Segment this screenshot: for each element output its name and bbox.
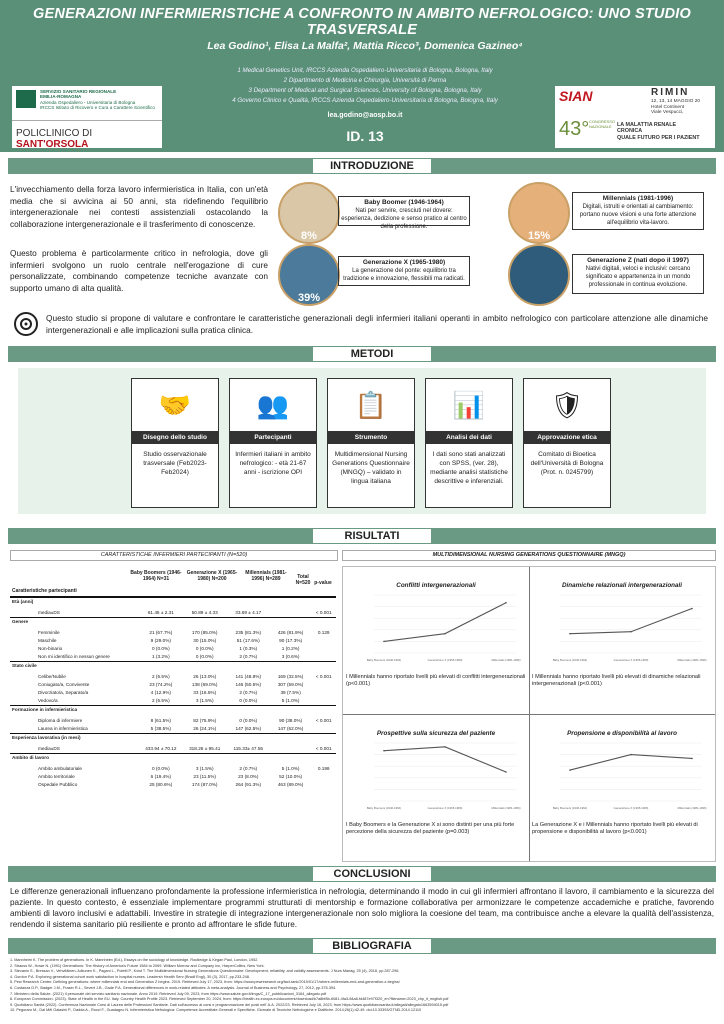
table-row <box>10 618 336 627</box>
table-cell: 3 (1.5%) <box>195 698 214 703</box>
table-cell <box>311 697 336 706</box>
table-row <box>10 662 336 671</box>
table-row <box>10 765 336 773</box>
table-cell: 82 (75.9%) <box>193 718 217 723</box>
data-point <box>569 633 571 635</box>
table-cell: 463 (89.0%) <box>277 782 304 787</box>
table-cell: 235 (81.3%) <box>235 630 262 635</box>
x-tick-label: Baby Boomers (1946-1964) <box>366 806 402 810</box>
table-cell <box>139 598 183 607</box>
table-header: Caratteristiche partecipanti Baby Boomers (1946-1964) N=31 Generazione X (1965-1980) N=200 Millennials (1981-1996) N=289 Total N=520 p-value <box>10 566 336 597</box>
table-cell: Vedovo/a <box>38 698 58 703</box>
table-row <box>10 598 336 607</box>
data-point <box>630 631 632 633</box>
table-cell: 2 (0.7%) <box>239 690 258 695</box>
table-cell: 33.69 ± 4.17 <box>235 610 262 615</box>
table-cell: 170 (85.0%) <box>191 630 218 635</box>
table-cell <box>311 637 336 645</box>
table-cell: 0.199 <box>317 766 330 771</box>
section-bar-methods <box>8 346 716 362</box>
section-bar-conclusions <box>8 866 716 882</box>
table-cell: 90 (38.0%) <box>279 718 303 723</box>
table-cell: 52 (10.0%) <box>279 774 303 779</box>
table-cell <box>311 706 336 715</box>
table-cell <box>311 662 336 671</box>
table-cell <box>311 734 336 743</box>
table-cell: 23 (11.5%) <box>193 774 216 779</box>
table-cell: 0 (0.0%) <box>239 698 258 703</box>
table-cell <box>183 598 227 607</box>
table-cell <box>311 754 336 763</box>
baby-boomer-illustration: 8% <box>278 182 340 244</box>
table-cell: 50.89 ± 4.33 <box>191 610 218 615</box>
study-aim: Questo studio si propone di valutare e confrontare le caratteristiche generazionali degli infermieri italiani operanti in ambito nefrologico con particolare attenzione alle dinamiche intergenerazionali e alle implicazioni sulla pratica clinica. <box>46 313 708 335</box>
handshake-icon: 🤝 <box>158 389 192 420</box>
table-cell <box>183 618 227 627</box>
table-cell: 147 (62.5%) <box>235 726 262 731</box>
table-cell <box>139 662 183 671</box>
table-cell: 6 (19.4%) <box>150 774 171 779</box>
line-chart <box>346 589 526 669</box>
section-title-conclusions: CONCLUSIONI <box>312 866 432 882</box>
table-cell <box>311 598 336 607</box>
table-cell <box>270 754 312 763</box>
method-card-analysis: 📊 Analisi dei dati I dati sono stati analizzati con SPSS, (ver. 28), mediante analisi statistiche descrittive e inferenziali. <box>425 378 513 508</box>
table-cell: 4 (12.9%) <box>150 690 171 695</box>
table-cell: Età (anni) <box>12 599 34 604</box>
table-cell: 0 (0.0%) <box>151 766 170 771</box>
data-point <box>691 758 693 760</box>
table-cell: Diploma di infermiere <box>38 718 83 723</box>
congress-logo: SIAN RIMIN 12, 13, 14 MAGGIO 20 Hotel Continent Viale Vespucci, 43° CONGRESSO NAZIONALE LA MALATTIA RENALE CRONICA QUALE FUTURO PER I PAZIENT <box>555 86 715 148</box>
table-body <box>10 597 336 789</box>
method-card-participants: 👥 Partecipanti Infermieri italiani in ambito nefrologico: - età 21-67 anni - iscrizione OPI <box>229 378 317 508</box>
table-row <box>10 673 336 681</box>
table-row <box>10 734 336 743</box>
reference-item: 4. Gordon P.A. Exploring generational cohort work satisfaction in hospital nurses. Leadersh Health Serv (Bradf Engl), 30 (3), 2017, pp.233-248. <box>10 974 250 979</box>
gen-box-baby-boomer: Baby Boomer (1946-1964) Nati per servire, cresciuti nel dovere: esperienza, dedizione e senso pratico al centro della professione. <box>338 196 470 226</box>
table-cell: 26 (13.0%) <box>193 674 217 679</box>
table-cell: Non mi identifico in nessun genere <box>38 654 110 659</box>
table-cell: Femminile <box>38 630 60 635</box>
table-cell: 2 (0.7%) <box>239 766 258 771</box>
x-tick-label: Generazione X (1965-1980) <box>427 658 463 662</box>
references-list <box>10 958 714 1014</box>
chart-caption: I Millennials hanno riportato livelli più elevati di conflitti intergenerazionali (p<0.001) <box>346 674 526 687</box>
table-cell: Formazione in infermieristica <box>12 707 78 712</box>
table-cell <box>270 706 312 715</box>
gen-box-millennials: Millennials (1981-1996) Digitali, istruiti e orientati al cambiamento: portano nuove visioni e una forte attenzione all'equilibrio vita-lavoro. <box>572 192 704 230</box>
contact-email: lea.godino@aosp.bo.it <box>327 112 403 119</box>
table-cell: 3 (1.5%) <box>195 766 214 771</box>
hospital-logo: SERVIZIO SANITARIO REGIONALE EMILIA-ROMAGNA Azienda Ospedaliero - Universitaria di Bologna IRCCS Istituto di Ricovero e Cura a Carattere Scientifico POLICLINICO DI SANT'ORSOLA <box>12 86 162 148</box>
section-title-intro: INTRODUZIONE <box>312 158 432 174</box>
table-cell: < 0.001 <box>315 674 332 679</box>
poster-id: ID. 13 <box>346 128 384 144</box>
table-cell: media±DS <box>38 746 60 751</box>
table-cell: 2 (6.5%) <box>151 698 170 703</box>
affiliations: 1 Medical Genetics Unit, IRCCS Azienda Ospedaliero-Universitaria di Bologna, Bologna, Italy 2 Dipartimento di Medicina e Chirurgia, Università di Parma 3 Department of Medical and Surgical Sciences, University of Bologna, Bologna, Italy 4 Governo Clinico e Qualità, IRCCS Azienda Ospedaliero-Universitaria di Bologna, Bologna, Italy <box>232 67 498 104</box>
data-point <box>505 602 507 604</box>
table-row <box>10 629 336 637</box>
table-cell <box>183 706 227 715</box>
method-card-instrument: 📋 Strumento Multidimensional Nursing Generations Questionnaire (MNGQ) – validato in lingua italiana <box>327 378 415 508</box>
reference-item: 10. Pegoraro M., Dal Mêl Galasini P., Dadda A., Rocci F., Guadagno N. Infermieristica Nefrologica: Competenze Accreditate Generali e Specifiche. Giornale di Tecniche Nefrologiche e Dialitiche. 2014;26(1):42-49. doi:10.33393/GTND.2014.12110 <box>10 1008 422 1013</box>
table-cell <box>227 754 270 763</box>
section-title-bibliography: BIBLIOGRAFIA <box>312 938 432 954</box>
table-cell: 307 (59.0%) <box>277 682 304 687</box>
table-cell: media±DS <box>38 610 60 615</box>
series-line <box>384 747 506 772</box>
reference-item: 8. European Commission. (2023). State of Health in the EU. Italy. Country Health Profile 2023. Retrieved September 20, 2024, from: https://health.ec.europa.eu/document/download/b7a8bf8b-6081-4fa3-84a8-fd487e97f320_en?filename=2023_chp_it_english.pdf <box>10 997 449 1002</box>
table-cell: Ospedale Pubblico <box>38 782 78 787</box>
table-row <box>10 689 336 697</box>
table-cell: 5 (38.5%) <box>150 726 171 731</box>
table-cell <box>270 662 312 671</box>
table-cell <box>227 734 270 743</box>
table-cell: Non-binario <box>38 646 63 651</box>
intro-paragraph-1: L'invecchiamento della forza lavoro infermieristica in Italia, con un'età media che si avvicina ai 50 anni, sta ridefinendo l'equilibrio intergenerazionale nei contesti assistenziali ostacolando la collaborazione intergenerazionale e il trasferimento di conoscenze. <box>10 184 268 229</box>
chart-caption: I Baby Boomers e la Generazione X si sono distinti per una più forte percezione della sicurezza del paziente (p=0.003) <box>346 822 515 835</box>
table-cell: 5 (1.0%) <box>281 698 300 703</box>
shield-check-icon: 🛡 <box>550 389 584 420</box>
table-cell: Laurea in infermieristica <box>38 726 88 731</box>
data-point <box>630 754 632 756</box>
table-cell: 3 (0.6%) <box>281 654 300 659</box>
chart-caption: La Generazione X e i Millennials hanno riportato livelli più elevati di propensione e disponibilità al lavoro (p<0.001) <box>532 822 698 835</box>
table-cell: 264 (91.3%) <box>235 782 262 787</box>
x-tick-label: Millennials (1981-1996) <box>491 658 521 662</box>
chart-title: Propensione e disponibilità al lavoro <box>567 730 677 737</box>
table-cell: 1 (0.3%) <box>239 646 258 651</box>
table-cell <box>311 689 336 697</box>
data-point <box>444 633 446 635</box>
table-row <box>10 681 336 689</box>
reference-item: 6. Costanza D.P., Badger J.M., Fraser R.L., Severt J.B., Gade P.A. Generational differences in work-related attitudes: A meta-analysis. Journal of Business and Psychology, 27, 2012, pp.375-394. <box>10 985 337 990</box>
x-tick-label: Generazione X (1965-1980) <box>613 658 649 662</box>
table-cell: 0 (0.0%) <box>239 718 258 723</box>
meeting-icon: 👥 <box>256 389 290 420</box>
table-cell: 23 (8.0%) <box>238 774 259 779</box>
x-tick-label: Millennials (1981-1996) <box>491 806 521 810</box>
table-cell: 147 (62.0%) <box>277 726 304 731</box>
millennials-illustration: 15% <box>508 182 570 244</box>
table-cell <box>227 706 270 715</box>
table-cell <box>311 773 336 781</box>
target-gear-icon <box>12 310 40 338</box>
data-point <box>383 641 385 643</box>
x-tick-label: Generazione X (1965-1980) <box>613 806 649 810</box>
data-point <box>569 769 571 771</box>
section-title-methods: METODI <box>312 346 432 362</box>
table-cell <box>139 618 183 627</box>
gen-box-gen-z: Generazione Z (nati dopo il 1997) Nativi digitali, veloci e inclusivi: cercano significato e appartenenza in un mondo professionale in continua evoluzione. <box>572 254 704 294</box>
reference-item: 2. Strauss W., Howe N. (1991) Generations: The History of America's Future 1584 to 2069. William Morrow and Company Inc, HarperCollins, New York. <box>10 963 265 968</box>
table-cell: 169 (32.5%) <box>277 674 304 679</box>
table-cell <box>270 609 312 618</box>
table-cell: Ambito ambulatoriale <box>38 766 83 771</box>
table-cell <box>139 734 183 743</box>
table-cell <box>139 706 183 715</box>
table-cell <box>270 745 312 754</box>
table-cell: 51 (17.6%) <box>236 638 260 643</box>
table-cell: 25 (80.6%) <box>149 782 173 787</box>
table-cell: 5 (1.0%) <box>281 766 300 771</box>
table-cell: 1 (0.2%) <box>281 646 300 651</box>
chart-conflitti <box>346 570 526 710</box>
table-cell: 9 (29.0%) <box>150 638 171 643</box>
table-cell: 26 (24.1%) <box>193 726 217 731</box>
chart-propensione <box>532 718 712 858</box>
table-cell: 2 (6.5%) <box>151 674 170 679</box>
table-cell: 39 (7.5%) <box>280 690 301 695</box>
table-cell: Genere <box>12 619 29 624</box>
table-cell <box>270 598 312 607</box>
document-icon: 📋 <box>354 389 388 420</box>
table-row <box>10 745 336 754</box>
method-card-ethics: 🛡 Approvazione etica Comitato di Bioetica dell'Università di Bologna (Prot. n. 0245799) <box>523 378 611 508</box>
table-cell: 30 (15.0%) <box>193 638 217 643</box>
series-line <box>384 603 506 642</box>
table-cell <box>311 681 336 689</box>
table-cell <box>139 754 183 763</box>
x-tick-label: Baby Boomers (1946-1964) <box>552 806 588 810</box>
table-cell: 0 (0.0%) <box>151 646 170 651</box>
chart-title: Dinamiche relazionali intergenerazionali <box>561 582 683 589</box>
table-cell: Divorziato/a, Separato/a <box>38 690 89 695</box>
gen-box-gen-x: Generazione X (1965-1980) La generazione del ponte: equilibrio tra tradizione e innovazione, flessibili ma radicati. <box>338 256 470 286</box>
table-cell: 318.26 ± 95.41 <box>189 746 221 751</box>
table-cell: 33 (16.5%) <box>193 690 217 695</box>
table-cell: 2 (0.7%) <box>239 654 258 659</box>
table-cell: Ambito territoriale <box>38 774 75 779</box>
authors: Lea Godino¹, Elisa La Malfa², Mattia Ricco³, Domenica Gazineo⁴ <box>207 40 523 52</box>
reference-item: 5. Pew Research Center. Defining generations: where millennials end and Generation Z begins. 2019. Retrieved July 17, 2023, from: https://www.pewresearch.org/fact-tank/2019/01/17/where-millennials-end-and-generation-z-begins/ <box>10 980 400 985</box>
data-point <box>691 608 693 610</box>
x-tick-label: Baby Boomers (1946-1964) <box>366 658 402 662</box>
table-cell <box>270 618 312 627</box>
table-cell: 0 (0.0%) <box>195 654 214 659</box>
table-title: CARATTERISTICHE INFERMIERI PARTECIPANTI (N=520) <box>10 550 338 561</box>
table-row <box>10 653 336 662</box>
gen-z-illustration <box>508 244 570 306</box>
x-tick-label: Millennials (1981-1996) <box>677 658 707 662</box>
bar-chart-icon: 📊 <box>452 389 486 420</box>
participants-table <box>10 566 336 852</box>
table-cell: 23 (74.2%) <box>149 682 173 687</box>
table-cell: Ambito di lavoro <box>12 755 49 760</box>
table-cell <box>311 725 336 734</box>
table-cell: < 0.001 <box>315 718 332 723</box>
poster-title: GENERAZIONI INFERMIERISTICHE A CONFRONTO IN AMBITO NEFROLOGICO: UNO STUDIO TRASVERSALE <box>33 6 691 38</box>
table-cell <box>270 734 312 743</box>
table-cell: 433.94 ± 70.12 <box>145 746 177 751</box>
table-cell <box>183 662 227 671</box>
section-bar-bibliography <box>8 938 716 954</box>
table-cell: Maschile <box>38 638 57 643</box>
data-point <box>383 750 385 752</box>
data-point <box>505 771 507 773</box>
table-row <box>10 754 336 763</box>
region-emblem-icon <box>16 90 36 108</box>
table-cell: Esperienza lavorativa (in mesi) <box>12 735 81 740</box>
section-bar-intro <box>8 158 716 174</box>
table-cell: 0 (0.0%) <box>195 646 214 651</box>
mngq-title: MULTIDIMENSIONAL NURSING GENERATIONS QUESTIONNAIRE (MNGQ) <box>342 550 716 561</box>
table-row <box>10 773 336 781</box>
table-row <box>10 609 336 618</box>
table-cell: 21 (67.7%) <box>149 630 173 635</box>
x-tick-label: Millennials (1981-1996) <box>677 806 707 810</box>
table-cell: 0.129 <box>317 630 330 635</box>
table-cell <box>227 618 270 627</box>
section-title-results: RISULTATI <box>312 528 432 544</box>
table-cell: Celibe/Nubile <box>38 674 66 679</box>
table-cell <box>311 645 336 653</box>
table-row <box>10 717 336 725</box>
chart-sicurezza <box>346 718 526 858</box>
x-tick-label: Generazione X (1965-1980) <box>427 806 463 810</box>
reference-item: 3. Stevanin S., Bressan V., Vehviläinen-Julkunen K., Pagani L., Poletti P., Kvist T. The Multidimensional Nursing Generations Questionnaire: Development, reliability, and validity assessments. J Nurs Manag, 25 (4), 2018, pp.287-296. <box>10 969 400 974</box>
table-cell: < 0.001 <box>315 746 332 751</box>
table-cell: 426 (81.9%) <box>277 630 304 635</box>
table-cell <box>183 734 227 743</box>
reference-item: 7. Ministero della Salute. (2021) Il personale del servizio sanitario nazionale. Anno 2019. Retrieved July 09, 2023, from https://www.salute.gov.it/imgs/C_17_pubblicazioni_3164_allegato.pdf <box>10 991 327 996</box>
table-cell <box>227 598 270 607</box>
chart-caption: I Millennials hanno riportato livelli più elevati di dinamiche relazionali intergenerazionali (p<0.001) <box>532 674 701 687</box>
table-row <box>10 645 336 653</box>
line-chart <box>346 737 526 817</box>
table-cell: 90 (17.3%) <box>279 638 303 643</box>
table-row <box>10 781 336 789</box>
data-point <box>444 746 446 748</box>
table-cell <box>311 653 336 662</box>
reference-item: 9. Quotidiano Sanità (2022). Conferenza Nazionale Corsi di Laurea delle Professioni Sanitarie. Dati sull'accesso ai corsi e programmazione dei posti nell' A.A. 2022/23. Retrieved July 16, 2023, from https://www.quotidianosanita.it/allegati/allegato1663594015.pdf <box>10 1002 449 1007</box>
table-cell: 115.33± 47.55 <box>233 746 264 751</box>
table-row <box>10 725 336 734</box>
conclusions-text: Le differenze generazionali influenzano profondamente la professione infermieristica in nefrologia, determinando il modo in cui gli infermieri affrontano il lavoro, il cambiamento e la sicurezza del paziente. In questo contesto, è essenziale implementare programmi strutturati di mentorship e formazione collaborativa per armonizzare le competenze accademiche e pratiche, favorendo ambienti di lavoro inclusivi e adattabili. Investire in strategie di integrazione intergenerazionale non solo migliora la coesione del team, ma contribuisce anche a elevare la qualità dell'assistenza, rendendo il sistema sanitario più resiliente e pronto ad affrontare le sfide future. <box>10 887 714 929</box>
chart-title: Prospettive sulla sicurezza del paziente <box>376 730 496 737</box>
table-cell: 138 (69.0%) <box>191 682 218 687</box>
table-cell: 1 (3.2%) <box>151 654 170 659</box>
table-cell: 141 (48.8%) <box>235 674 262 679</box>
section-bar-results <box>8 528 716 544</box>
table-cell: < 0.001 <box>315 610 332 615</box>
table-cell <box>311 618 336 627</box>
intro-paragraph-2: Questo problema è particolarmente critico in nefrologia, dove gli infermieri svolgono un ruolo centrale nell'erogazione di cure personalizzate, combinando competenze tecniche avanzate con supporto umano di alta qualità. <box>10 248 268 293</box>
table-cell: Coniugato/a, Convivente <box>38 682 90 687</box>
method-card-design: 🤝 Disegno dello studio Studio osservazionale trasversale (Feb2023-Feb2024) <box>131 378 219 508</box>
table-cell: 61.45 ± 2.31 <box>147 610 174 615</box>
table-cell <box>183 754 227 763</box>
table-cell: 146 (50.5%) <box>235 682 262 687</box>
table-cell: 8 (61.5%) <box>150 718 171 723</box>
reference-item: 1. Mannheim K. The problem of generations. In K. Mannheim (Ed.), Essays on the sociology of knowledge. Routledge & Kegan Paul, London, 1952. <box>10 958 259 962</box>
table-cell: 174 (87.0%) <box>191 782 218 787</box>
table-cell: Stato civile <box>12 663 37 668</box>
gen-x-illustration: 39% <box>278 244 340 306</box>
chart-title: Conflitti intergenerazionali <box>396 582 476 589</box>
table-row <box>10 637 336 645</box>
table-row <box>10 706 336 715</box>
line-chart <box>532 589 712 669</box>
series-line <box>570 755 692 770</box>
x-tick-label: Baby Boomers (1946-1964) <box>552 658 588 662</box>
line-chart <box>532 737 712 817</box>
table-cell <box>311 781 336 789</box>
chart-dinamiche <box>532 570 712 710</box>
table-cell <box>227 662 270 671</box>
table-row <box>10 697 336 706</box>
